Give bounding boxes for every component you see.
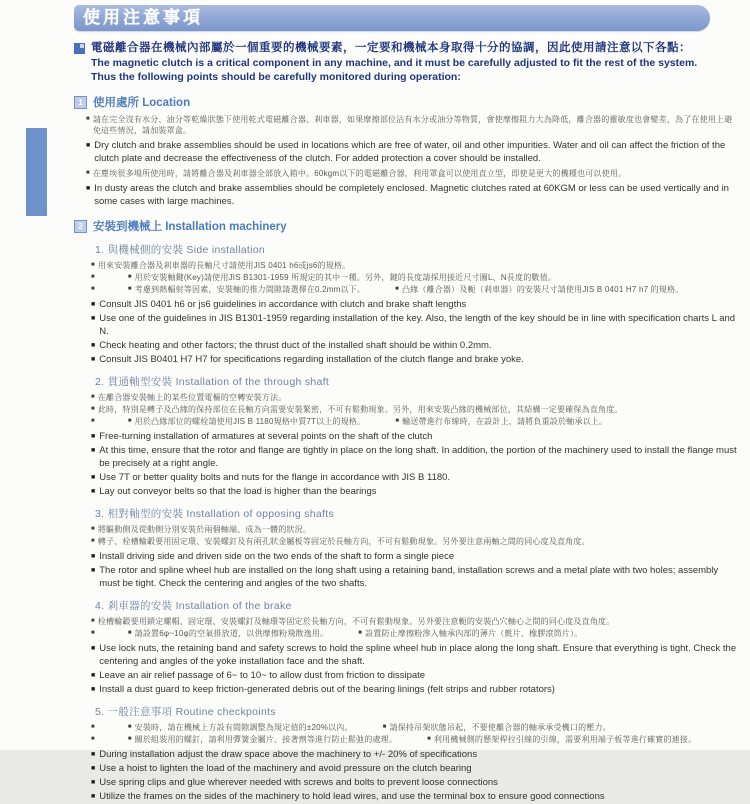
bullet-item — [86, 182, 740, 208]
subsection-brake: 4. 剎車器的安裝 Installation of the brake — [95, 600, 292, 612]
bullet-text: ■ 請在完全沒有水分、油分等乾燥狀態下使用乾式電磁離合器、剎車器，如果摩擦部位沾有水分或油分等物質，會使摩擦阻力大為降低，離合器的靈敏度也會變差，為了在使用上避免這些情況，請加裝罩盒。 — [92, 115, 733, 135]
intro-note — [74, 41, 738, 84]
page-content — [0, 41, 750, 804]
bullet-text: ■ ■ 關於組裝用的螺釘，請利用彈簧金屬片、接著劑等進行防止鬆弛的處理。 — [128, 734, 397, 745]
bullet-text: ■ 利用機械側的懸架桿拉引線的引線，需要利用端子板等進行確實的連接。 — [427, 734, 696, 745]
bullet-item — [91, 430, 740, 443]
bullet-item — [91, 312, 740, 338]
bullet-text: ■ The rotor and spline wheel hub are installed on the long shaft using a retaining band, installation screws and a metal plate with two holes; assembly must be tight. Check the centering and angles of the two shafts. — [99, 565, 719, 589]
bullet-text: ■ Install a dust guard to keep friction-generated debris out of the bearing linings (felt strips and rubber rotators) — [99, 684, 555, 695]
bullet-text: ■ 輸送帶進行布線時，在設計上，請將負重設於軸承以上。 — [395, 416, 607, 427]
section-location-heading — [74, 94, 738, 110]
bullet-text: ■ 轉子、栓槽輪轂要用固定環、安裝螺釘及有兩孔狀金屬板等固定於長軸方向，不可有鬆動現象。另外要注意兩軸之間的同心度及直角度。 — [97, 537, 590, 546]
bullet-text: ■ 在離合器安裝軸上的某些位置電樞的空轉安裝方法。 — [97, 393, 287, 402]
bullet-item — [91, 748, 740, 761]
bullet-item — [91, 272, 740, 283]
bullet-text: ■ ■ 用於安裝軸鍵(Key)請使用JIS B1301-1959 所規定的其中一種。另外，鍵的長度請採用接近尺寸圖L、N長度的數值。 — [128, 272, 556, 283]
intro-text-cn: 電磁離合器在機械內部屬於一個重要的機械要素，一定要和機械本身取得十分的協調，因此使用請注意以下各點： — [91, 42, 691, 54]
bullet-row — [91, 628, 740, 639]
bullet-item — [91, 683, 740, 696]
bullet-item — [86, 114, 740, 136]
bullet-text: ■ Install driving side and driven side on the two ends of the shaft to form a single piece — [99, 551, 455, 562]
bullet-item — [86, 168, 740, 179]
bullet-row — [91, 734, 740, 745]
bullet-item — [91, 404, 740, 415]
bullet-text: ■ Use a hoist to lighten the load of the machinery and avoid pressure on the clutch bearing — [99, 763, 472, 774]
note-square-icon — [74, 43, 85, 54]
bullet-item — [91, 524, 740, 535]
bullet-item — [91, 392, 740, 403]
bullet-text: ■ Consult JIS 0401 h6 or js6 guidelines in accordance with clutch and brake shaft lengths — [99, 299, 467, 310]
bullet-text: ■ ■ 安裝時，請在機械上方設有間隙調整為規定值的±20%以內。 — [128, 722, 353, 733]
bullet-item — [91, 669, 740, 682]
bullet-item — [91, 298, 740, 311]
subsection-routine-checkpoints: 5. 一般注意事項 Routine checkpoints — [95, 706, 276, 718]
bullet-text: ■ Use lock nuts, the retaining band and safety screws to hold the spline wheel hub in place along the long shaft. Ensure that everything is tight. Check the centering and angles of the yoke installation face and the shaft. — [99, 643, 737, 667]
intro-text-en-2: Thus the following points should be carefully monitored during operation: — [91, 71, 461, 83]
bullet-text: ■ Lay out conveyor belts so that the load is higher than the bearings — [99, 486, 377, 497]
bullet-text: ■ Leave an air relief passage of 6~ to 10~ to allow dust from friction to dissipate — [99, 670, 426, 681]
bullet-row — [91, 284, 740, 295]
intro-cn-row — [74, 41, 738, 56]
section-number-badge: 1 — [74, 96, 87, 109]
intro-text-en-1: The magnetic clutch is a critical component in any machine, and it must be carefully adjusted to fit the rest of the system. — [91, 57, 698, 69]
bullet-text: ■ 請保持吊架狀態吊起，不要使離合器的軸承承受機口的壓力。 — [383, 722, 611, 733]
section-title: 使用處所 Location — [93, 97, 191, 109]
section-installation-heading — [74, 218, 738, 234]
bullet-text: ■ 此時，特別是轉子及凸緣的保持部位在長軸方向需要安裝緊密，不可有鬆動現象。另外，用來安裝凸緣的機械部位，其結構一定要確保為直角度。 — [97, 405, 623, 414]
bullet-item — [91, 564, 740, 590]
page-title: 使用注意事項 — [83, 8, 203, 27]
bullet-text: ■ Use spring clips and glue wherever needed with screws and bolts to prevent loose connections — [99, 777, 498, 788]
bullet-item — [86, 139, 740, 165]
bullet-text: ■ 在塵埃很多場所使用時，請將離合器及剎車器全部放入箱中。60kgm以下的電磁離合器，利用罩盒可以使用直立型，即使是更大的機種也可以使用。 — [92, 169, 627, 178]
bullet-text: ■ At this time, ensure that the rotor and flange are tightly in place on the long shaft. In addition, the portion of the machinery used to install the flange must be precisely at a right angle. — [99, 445, 737, 469]
subsection-opposing-shafts: 3. 相對軸型的安裝 Installation of opposing shafts — [95, 508, 335, 520]
bullet-item — [91, 616, 740, 627]
bullet-text: ■ In dusty areas the clutch and brake assemblies should be completely enclosed. Magnetic clutches rated at 60KGM or less can be used vertically and in some cases with large machines. — [94, 183, 729, 207]
bullet-item — [91, 790, 740, 803]
bullet-text: ■ 將驅動側及從動側分別安裝於兩個軸端、成為一體的狀況。 — [97, 525, 312, 534]
bullet-text: ■ Check heating and other factors; the thrust duct of the installed shaft should be within 0.2mm. — [99, 340, 492, 351]
bullet-item — [91, 353, 740, 366]
bullet-text: ■ Dry clutch and brake assemblies should be used in locations which are free of water, oil and other impurities. Water and oil can affect the friction of the clutch plate and decrease the effectiveness of the clutch. For added protection a cover should be installed. — [94, 140, 726, 164]
bullet-text: ■ 設置防止摩擦粉滲入軸承內部的薄片（氈片、橡膠滾筒片）。 — [358, 628, 582, 639]
bullet-text: ■ ■ 考慮到熱輻射等因素，安裝軸的推力間隙請選擇在0.2mm以下。 — [128, 284, 365, 295]
bullet-text: ■ ■ 請設置6φ~10φ的空氣排放道，以供摩擦粉飛散逸用。 — [128, 628, 328, 639]
bullet-text: ■ Consult JIS B0401 H7 H7 for specifications regarding installation of the clutch flange and brake yoke. — [99, 354, 524, 365]
bullet-text: ■ 凸緣（離合器）及軛（剎車器）的安裝尺寸請使用JIS B 0401 H7 h7 的規格。 — [395, 284, 683, 295]
bullet-item — [91, 762, 740, 775]
header-banner — [74, 5, 710, 31]
bullet-row — [91, 722, 740, 733]
section-number-badge: 2 — [74, 220, 87, 233]
bullet-item — [91, 339, 740, 352]
bullet-text: ■ Use 7T or better quality bolts and nuts for the flange in accordance with JIS B 1180. — [99, 472, 451, 483]
subsection-side-installation: 1. 與機械側的安裝 Side installation — [95, 244, 266, 256]
section-title: 安裝到機械上 Installation machinery — [93, 221, 287, 233]
bullet-text: ■ Use one of the guidelines in JIS B1301-1959 regarding installation of the key. Also, the length of the key should be in line with specification charts L and N. — [99, 313, 736, 337]
bullet-text: ■ ■ 用於凸緣部位的螺栓請使用JIS B 1180規格中質7T以上的規格。 — [128, 416, 366, 427]
subsection-through-shaft: 2. 貫通軸型安裝 Installation of the through shaft — [95, 376, 330, 388]
bullet-item — [91, 642, 740, 668]
bullet-item — [91, 550, 740, 563]
bullet-item — [91, 776, 740, 789]
bullet-item — [91, 536, 740, 547]
bullet-text: ■ 栓槽輪轂要用鎖定螺帽、固定環、安裝螺釘及軸環等固定於長軸方向，不可有鬆動現象。另外要注意軛的安裝凸穴軸心之間的同心度及直角度。 — [97, 617, 615, 626]
bullet-item — [91, 485, 740, 498]
bullet-text: ■ 用來安裝離合器及剎車器的長軸尺寸請使用JIS 0401 h6或js6的規格。 — [97, 261, 351, 270]
bullet-text: ■ Free-turning installation of armatures at several points on the shaft of the clutch — [99, 431, 433, 442]
bullet-item — [91, 260, 740, 271]
bullet-text: ■ Utilize the frames on the sides of the machinery to hold lead wires, and use the terminal box to ensure good connections — [99, 791, 605, 802]
bullet-text: ■ During installation adjust the draw space above the machinery to +/- 20% of specifications — [99, 749, 478, 760]
bullet-item — [91, 444, 740, 470]
bullet-row — [91, 416, 740, 427]
bullet-item — [91, 471, 740, 484]
